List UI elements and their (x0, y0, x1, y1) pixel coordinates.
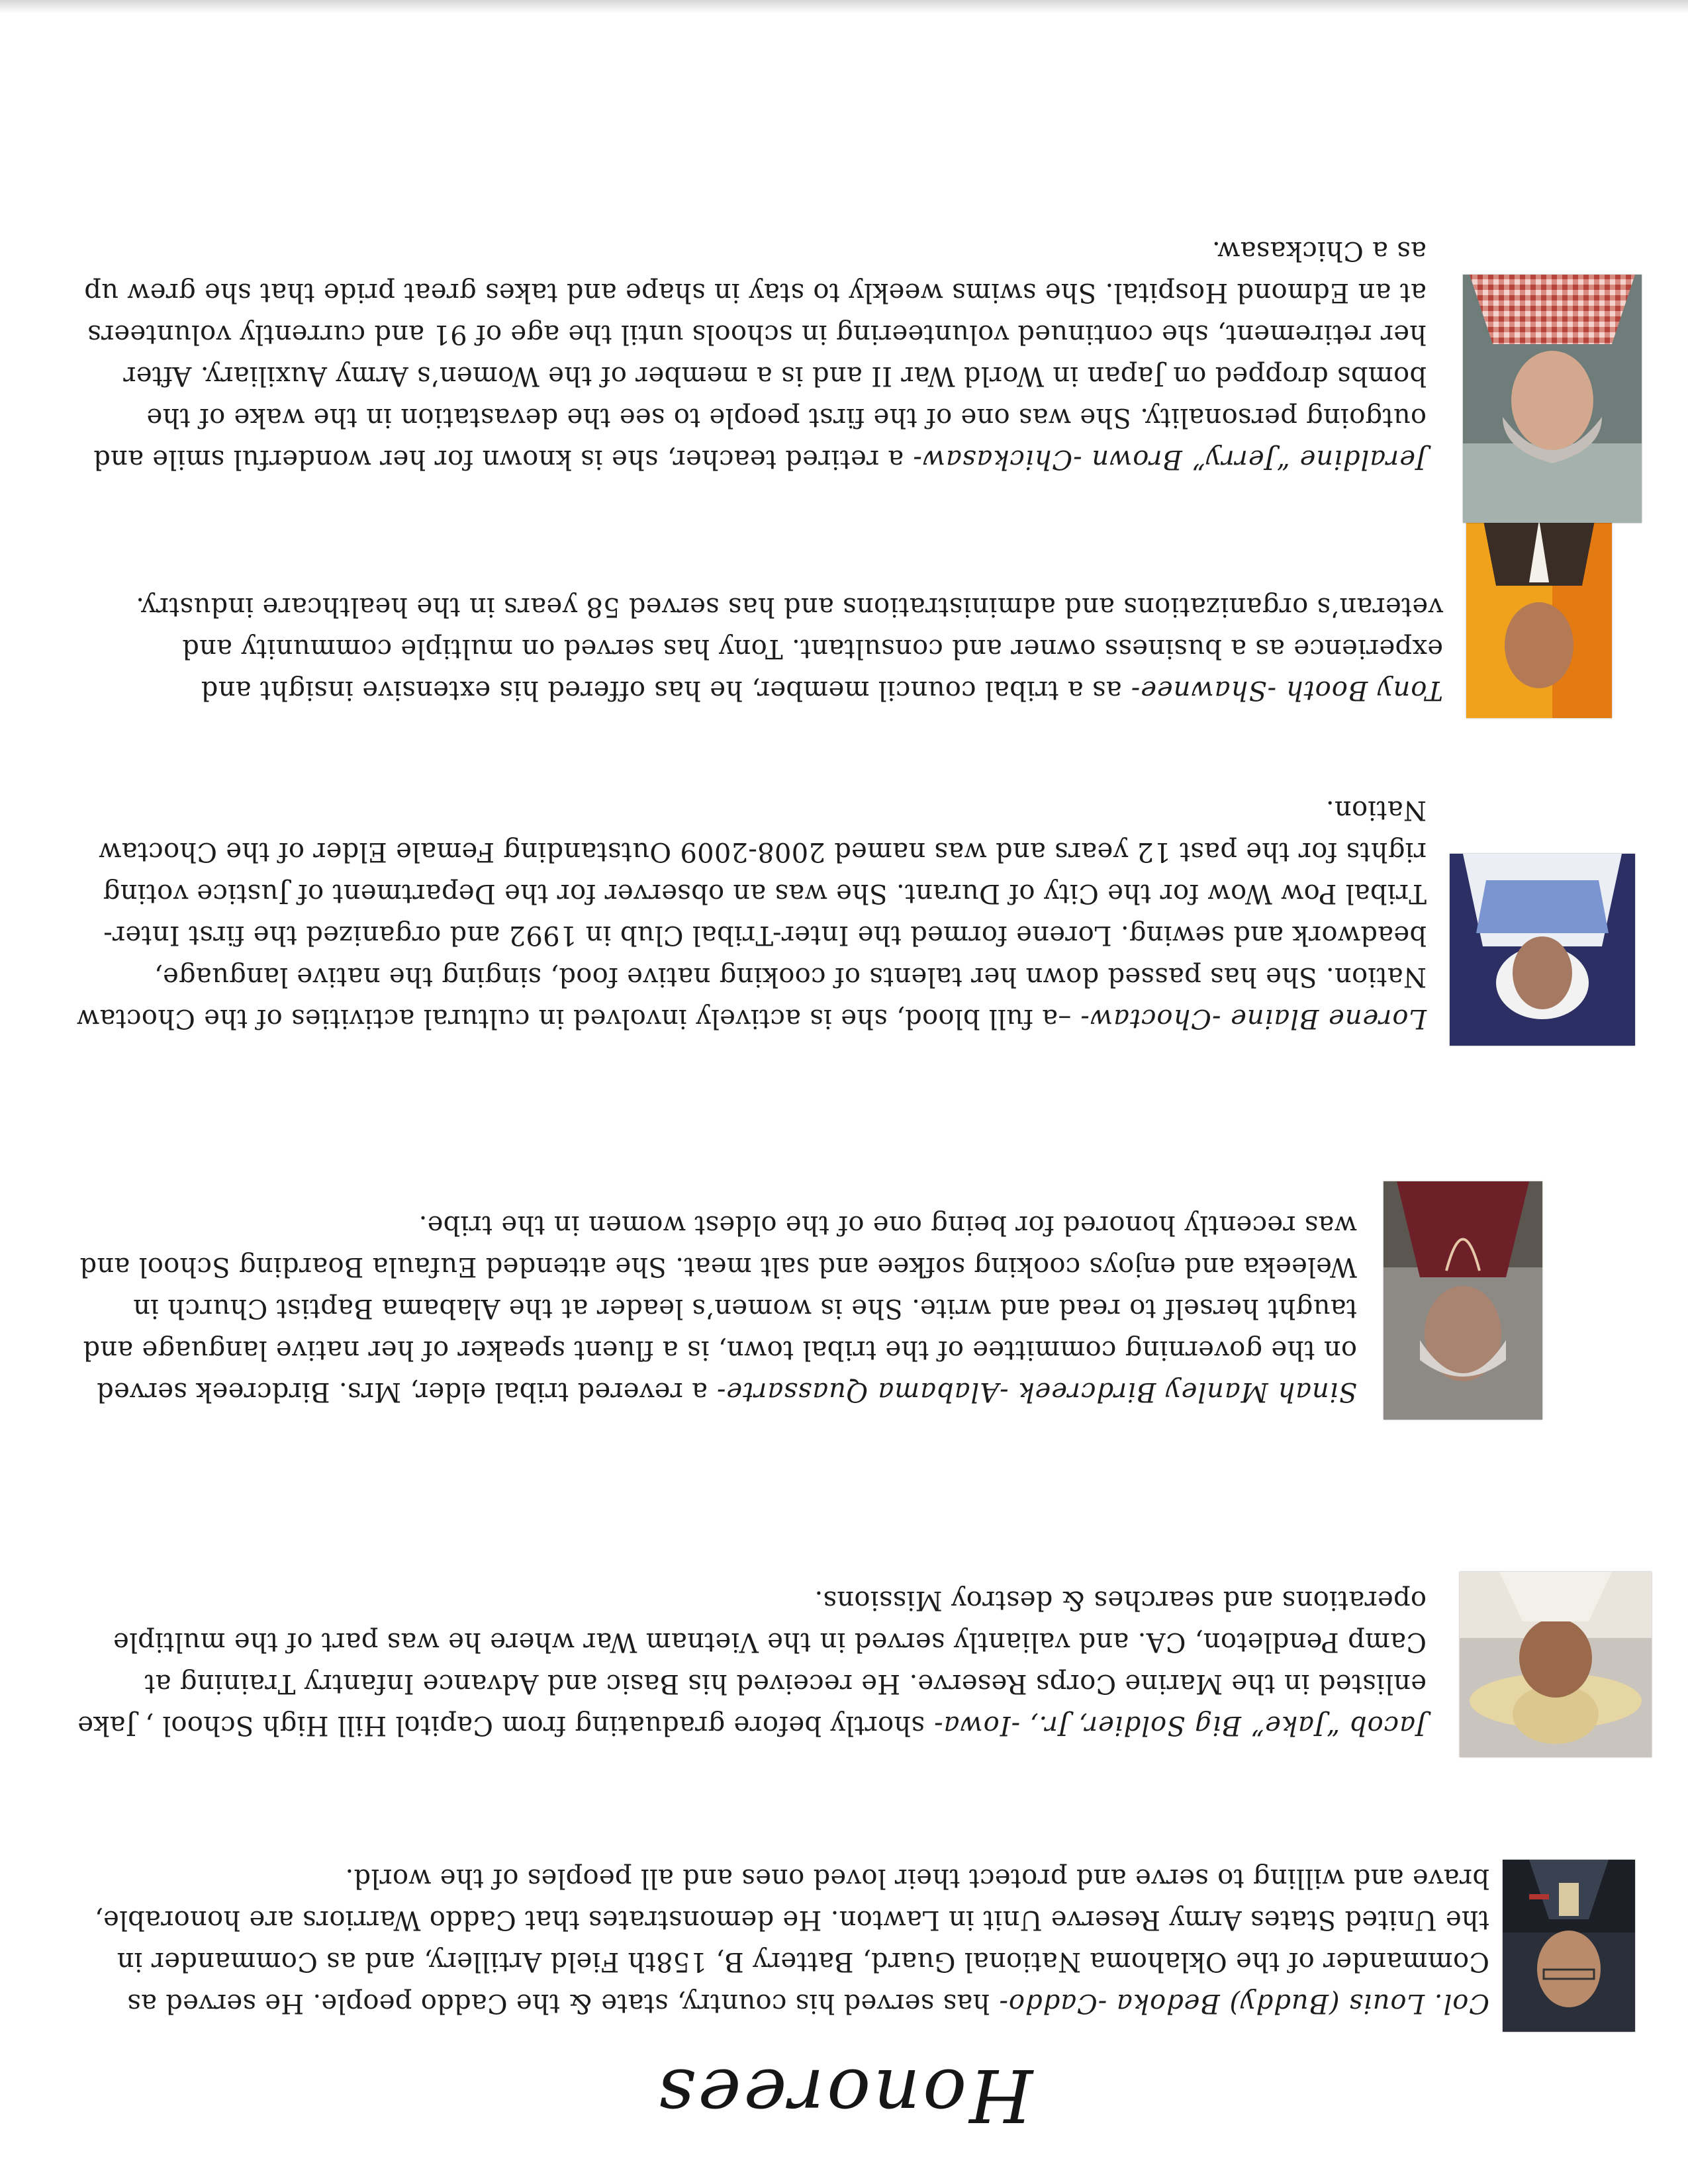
portrait-photo-gingham-shirt-icon (1463, 275, 1642, 523)
honoree-entry (73, 586, 1443, 711)
honoree-text (73, 789, 1427, 1039)
honoree-entry (73, 230, 1427, 480)
honoree-text (73, 230, 1427, 480)
honoree-name: Col. Louis (Buddy) Bedoka -Caddo- (998, 1988, 1489, 2019)
honoree-entry (73, 1204, 1357, 1412)
honoree-photo (1383, 1181, 1542, 1420)
portrait-photo-bonnet-icon (1450, 854, 1635, 1046)
honoree-name: Sinah Manley Birdcreek -Alabama Quassarte- (716, 1377, 1357, 1407)
honoree-description: has served his country, state & the Caddo people. He served as Commander of the Oklahoma National Guard, Battery B, 158th Field Artillery, and as Commander in the United States Army Reserve Unit in Lawton. He demonstrates that Caddo Warriors are honorable, brave and willing to serve and protect their loved ones and all peoples of the world. (94, 1863, 1489, 2019)
honoree-photo (1463, 275, 1642, 523)
honoree-description: a revered tribal elder, Mrs. Birdcreek served on the governing committee of the tribal town, is a fluent speaker of her native language and taught herself to read and write. She is women’s leader at the Alabama Baptist Church in Weleeka and enjoys cooking sofkee and salt meat. She attended Eufaula Boarding School and was recently honored for being one of the oldest women in the tribe. (79, 1210, 1357, 1407)
honoree-description: –a full blood, she is actively involved in cultural activities of the Choctaw Nation. She has passed down her talents of cooking native food, singing the native language, beadwork and sewing. Lorene formed the Inter-Tribal Club in 1992 and organized the first Inter-Tribal Pow Wow for the City of Durant. She was an observer for the Department of Justice voting rights for the past 12 years and was named 2008-2009 Outstanding Female Elder of the Choctaw Nation. (76, 795, 1427, 1034)
honoree-photo (1503, 1860, 1635, 2032)
honoree-name: Jeraldine “Jerry” Brown -Chickasaw- (912, 444, 1427, 475)
portrait-photo-uniform-icon (1503, 1860, 1635, 2032)
page-title: Honorees (655, 2053, 1033, 2138)
honoree-photo (1450, 854, 1635, 1046)
honoree-name: Lorene Blaine -Choctaw- (1080, 1003, 1427, 1034)
portrait-photo-elder-woman-icon (1383, 1181, 1542, 1420)
honoree-text (73, 1204, 1357, 1412)
honoree-name: Jacob “Jake” Big Soldier, Jr., -Iowa- (933, 1710, 1427, 1741)
scan-edge (0, 0, 1688, 13)
honoree-description: a retired teacher, she is known for her wonderful smile and outgoing personality. She was one of the first people to see the devastation in the wake of the bombs dropped on Japan in World War II and is a member of the Women’s Army Auxiliary. After her retirement, she continued volunteering in schools until the age of 91 and currently volunteers at an Edmond Hospital. She swims weekly to stay in shape and takes great pride that she grew up as a Chickasaw. (83, 236, 1427, 475)
honoree-entry (73, 1857, 1489, 2024)
honoree-description: shortly before graduating from Capitol Hill High School , Jake enlisted in the Marine Corps Reserve. He received his Basic and Advance Infantry Training at Camp Pendleton, CA. and valiantly served in the Vietnam War where he was part of the multiple operations and searches & destroy Missions. (77, 1585, 1427, 1741)
honoree-text (73, 1579, 1427, 1746)
honoree-text (73, 1857, 1489, 2024)
honoree-description: as a tribal council member, he has offered his extensive insight and experience as a business owner and consultant. Tony has served on multiple community and veteran’s organizations and administrations and has served 58 years in the healthcare industry. (135, 592, 1443, 705)
honoree-name: Tony Booth -Shawnee- (1130, 675, 1443, 705)
honoree-photo (1460, 1572, 1652, 1757)
portrait-photo-straw-hat-icon (1460, 1572, 1652, 1757)
honoree-entry (73, 789, 1427, 1039)
honoree-entry (73, 1579, 1427, 1746)
honoree-text (73, 586, 1443, 711)
